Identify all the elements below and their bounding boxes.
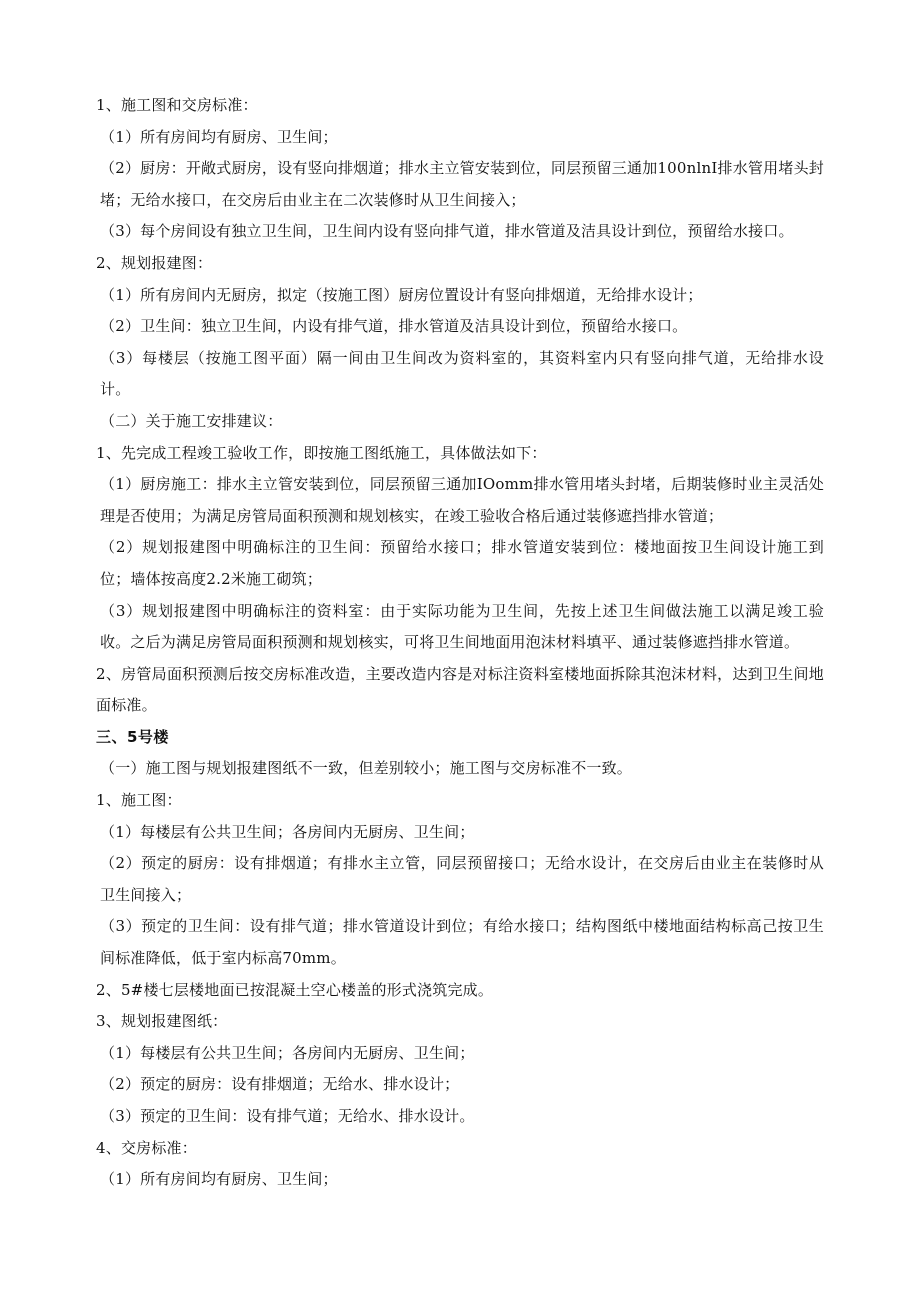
paragraph: 2、房管局面积预测后按交房标准改造，主要改造内容是对标注资料室楼地面拆除其泡沫材料，达到卫生间地面标准。 — [96, 664, 824, 715]
paragraph: （3）预定的卫生间：设有排气道；无给水、排水设计。 — [100, 1107, 475, 1125]
paragraph: （1）厨房施工：排水主立管安装到位，同层预留三通加IOomm排水管用堵头封堵，后期装修时业主灵活处理是否使用；为满足房管局面积预测和规划核实，在竣工验收合格后通过装修遮挡排水管道； — [100, 475, 824, 525]
paragraph: 2、规划报建图： — [96, 253, 213, 272]
paragraph: 1、施工图： — [96, 791, 182, 810]
paragraph: （1）每楼层有公共卫生间；各房间内无厨房、卫生间； — [100, 1043, 475, 1062]
paragraph: 3、规划报建图纸： — [96, 1012, 228, 1031]
section-heading: 三、5号楼 — [96, 727, 169, 746]
paragraph: （一）施工图与规划报建图纸不一致，但差别较小；施工图与交房标准不一致。 — [100, 759, 633, 778]
paragraph: （3）每个房间设有独立卫生间，卫生间内设有竖向排气道，排水管道及洁具设计到位，预留给水接口。 — [100, 222, 794, 241]
paragraph: 2、5#楼七层楼地面已按混凝土空心楼盖的形式浇筑完成。 — [96, 980, 494, 999]
paragraph: （3）每楼层（按施工图平面）隔一间由卫生间改为资料室的，其资料室内只有竖向排气道，无给排水设计。 — [100, 348, 824, 399]
paragraph: （3）预定的卫生间：设有排气道；排水管道设计到位；有给水接口；结构图纸中楼地面结构标高己按卫生间标准降低，低于室内标高70mm。 — [100, 917, 824, 968]
paragraph: （3）规划报建图中明确标注的资料室：由于实际功能为卫生间，先按上述卫生间做法施工以满足竣工验收。之后为满足房管局面积预测和规划核实，可将卫生间地面用泡沫材料填平、通过装修遮挡排水管道。 — [100, 601, 824, 652]
paragraph: 1、先完成工程竣工验收工作，即按施工图纸施工，具体做法如下： — [96, 443, 547, 462]
paragraph: （1）每楼层有公共卫生间；各房间内无厨房、卫生间； — [100, 822, 475, 841]
paragraph: （2）预定的厨房：设有排烟道；有排水主立管，同层预留接口；无给水设计，在交房后由业主在装修时从卫生间接入； — [100, 854, 824, 904]
paragraph: （2）预定的厨房：设有排烟道；无给水、排水设计； — [100, 1075, 460, 1094]
paragraph: （2）厨房：开敞式厨房，设有竖向排烟道；排水主立管安装到位，同层预留三通加100nlnI排水管用堵头封堵；无给水接口，在交房后由业主在二次装修时从卫生间接入； — [100, 159, 824, 209]
paragraph: （二）关于施工安排建议： — [100, 411, 283, 430]
paragraph: 4、交房标准： — [96, 1138, 197, 1157]
paragraph: （1）所有房间均有厨房、卫生间； — [100, 127, 338, 146]
paragraph: 1、施工图和交房标准： — [96, 96, 258, 114]
paragraph: （1）所有房间内无厨房，拟定（按施工图）厨房位置设计有竖向排烟道，无给排水设计； — [100, 285, 703, 304]
paragraph: （2）卫生间：独立卫生间，内设有排气道，排水管道及洁具设计到位，预留给水接口。 — [100, 317, 688, 336]
paragraph: （1）所有房间均有厨房、卫生间； — [100, 1170, 338, 1189]
document-body — [96, 90, 824, 1196]
paragraph: （2）规划报建图中明确标注的卫生间：预留给水接口；排水管道安装到位：楼地面按卫生间设计施工到位；墙体按高度2.2米施工砌筑； — [100, 538, 824, 588]
